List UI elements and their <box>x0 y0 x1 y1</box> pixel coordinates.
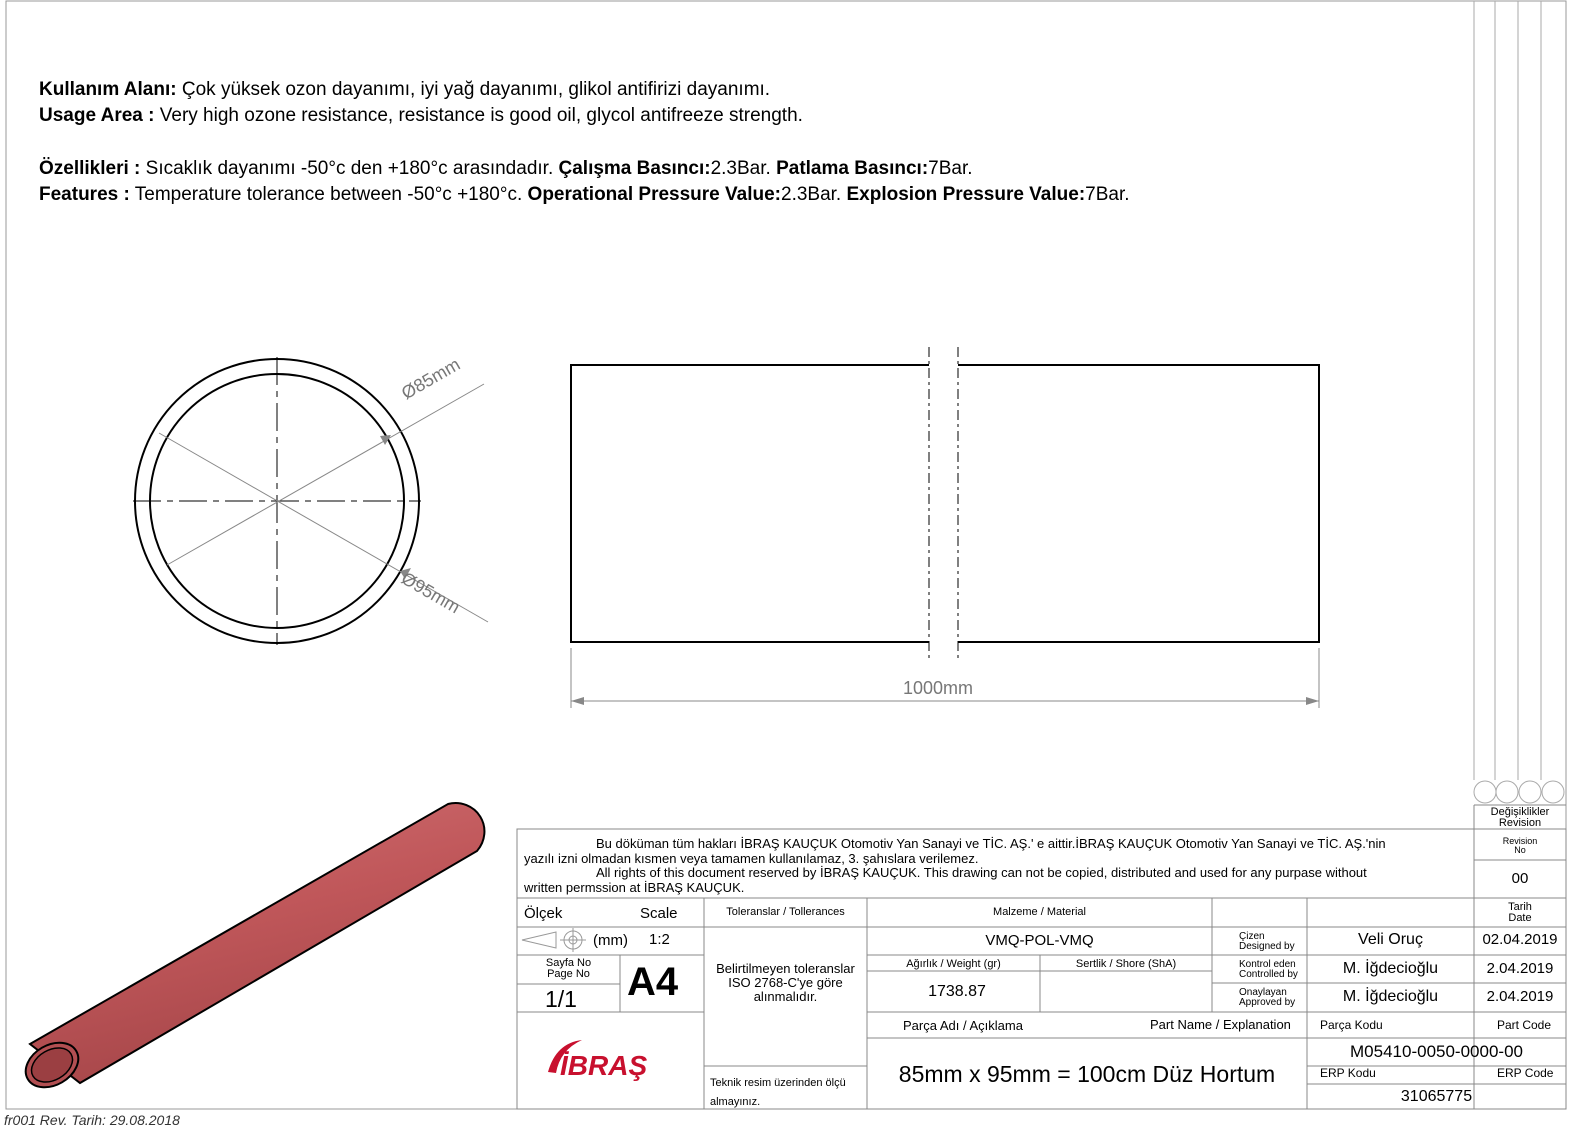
material-label: Malzeme / Material <box>993 906 1086 918</box>
designed-by-label: Çizen Designed by <box>1239 931 1295 952</box>
page-no-label: Sayfa No Page No <box>545 957 592 980</box>
features-en-line: Features : Temperature tolerance between -50°c +180°c. Operational Pressure Value:2.3Bar. Explosion Pressure Value:7Bar. <box>39 184 1130 205</box>
designed-date: 02.04.2019 <box>1482 931 1558 948</box>
part-name-value: 85mm x 95mm = 100cm Düz Hortum <box>898 1061 1276 1087</box>
approved-by-name: M. İğdecioğlu <box>1342 988 1439 1005</box>
usage-tr-line: Kullanım Alanı: Çok yüksek ozon dayanımı, iyi yağ dayanımı, glikol antifirizi dayanımı. <box>39 79 771 100</box>
erp-code-value: 31065775 <box>1400 1088 1473 1105</box>
features-tr-line: Özellikleri : Sıcaklık dayanımı -50°c den +180°c arasındadır. Çalışma Basıncı:2.3Bar. Patlama Basıncı:7Bar. <box>39 158 973 179</box>
revision-circle <box>1474 781 1496 803</box>
form-revision-note: fr001 Rev. Tarih: 29.08.2018 <box>4 1112 180 1128</box>
revision-value: 00 <box>1511 870 1529 887</box>
page-value: 1/1 <box>545 986 577 1012</box>
outer-diameter-label: Ø95mm <box>398 568 464 618</box>
hose-isometric-view <box>18 803 485 1096</box>
controlled-date: 2.04.2019 <box>1486 960 1554 977</box>
scale-value: 1:2 <box>649 931 670 948</box>
approved-date: 2.04.2019 <box>1486 988 1554 1005</box>
revision-circle <box>1519 781 1541 803</box>
approved-by-label: Onaylayan Approved by <box>1239 987 1296 1008</box>
date-label: Tarih Date <box>1508 901 1532 924</box>
part-code-value: M05410-0050-0000-00 <box>1350 1042 1523 1061</box>
revision-no-label: Revision No <box>1502 836 1538 855</box>
material-value: VMQ-POL-VMQ <box>985 932 1094 949</box>
part-name-en-label: Part Name / Explanation <box>1150 1017 1291 1032</box>
leader-inner <box>167 384 484 565</box>
projection-symbol-icon <box>522 928 586 952</box>
designed-by-name: Veli Oruç <box>1358 931 1423 948</box>
erp-code-en-label: ERP Code <box>1497 1066 1554 1080</box>
revision-label: Değişiklikler Revision <box>1490 806 1550 829</box>
hose-side-view <box>571 347 1319 708</box>
length-label: 1000mm <box>903 678 974 698</box>
paper-size: A4 <box>627 960 679 1004</box>
logo-text: İBRAŞ <box>560 1050 648 1081</box>
ibras-logo <box>548 1040 647 1081</box>
part-code-en-label: Part Code <box>1497 1018 1552 1032</box>
legal-notice: Bu döküman tüm hakları İBRAŞ KAUÇUK Otomotiv Yan Sanayi ve TİC. AŞ.' e aittir.İBRAŞ KAUÇUK Otomotiv Yan Sanayi ve TİC. AŞ.'nin yazılı izni olmadan kısmen veya tamamen kullanılamaz, 3. şahıslara verilemez. All rights of this document reserved by İBRAŞ KAUÇUK. This drawing can not be copied, distributed and used for any purpase without written permssion at İBRAŞ KAUÇUK. <box>524 836 1386 895</box>
weight-value: 1738.87 <box>928 983 986 1000</box>
inner-diameter-label: Ø85mm <box>398 353 464 404</box>
revision-circle <box>1496 781 1518 803</box>
erp-code-tr-label: ERP Kodu <box>1320 1066 1376 1080</box>
scale-en-label: Scale <box>640 905 678 922</box>
controlled-by-label: Kontrol eden Controlled by <box>1239 959 1298 980</box>
weight-label: Ağırlık / Weight (gr) <box>906 958 1001 970</box>
revision-circle <box>1542 781 1564 803</box>
part-code-tr-label: Parça Kodu <box>1320 1018 1383 1032</box>
unit-label: (mm) <box>593 932 628 949</box>
scale-tr-label: Ölçek <box>524 905 563 922</box>
no-measure-note: Teknik resim üzerinden ölçü almayınız. <box>710 1077 846 1108</box>
tolerances-label: Toleranslar / Tollerances <box>726 906 845 918</box>
part-name-tr-label: Parça Adı / Açıklama <box>903 1018 1023 1033</box>
controlled-by-name: M. İğdecioğlu <box>1342 960 1439 977</box>
shore-label: Sertlik / Shore (ShA) <box>1075 958 1177 970</box>
usage-en-line: Usage Area : Very high ozone resistance, resistance is good oil, glycol antifreeze strength. <box>39 105 803 126</box>
tolerances-text: Belirtilmeyen toleranslar ISO 2768-C'ye göre alınmalıdır. <box>716 961 855 1004</box>
